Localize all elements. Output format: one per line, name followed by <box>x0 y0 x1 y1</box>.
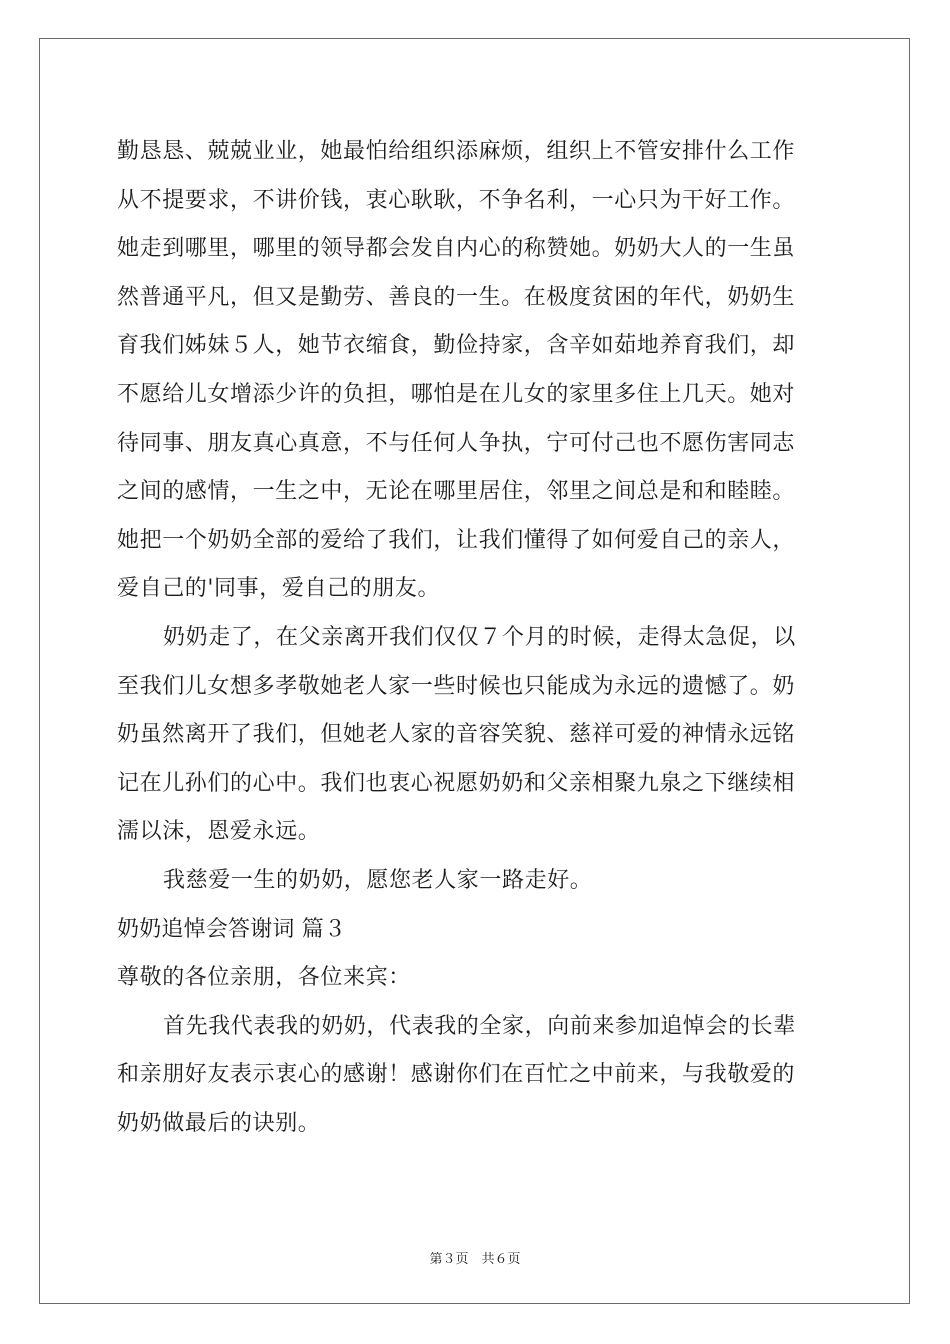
text-line: 首先我代表我的奶奶，代表我的全家，向前来参加追悼会的长辈 <box>163 1013 796 1039</box>
text-line: 奶奶走了，在父亲离开我们仅仅７个月的时候，走得太急促，以 <box>163 624 796 650</box>
text-line: 勤恳恳、兢兢业业，她最怕给组织添麻烦，组织上不管安排什么工作 <box>117 139 796 164</box>
text-line: 不愿给儿女增添少许的负担，哪怕是在儿女的家里多住上几天。她对 <box>117 381 796 407</box>
text-line: 记在儿孙们的心中。我们也衷心祝愿奶奶和父亲相聚九泉之下继续相 <box>117 770 796 796</box>
text-line: 濡以沫，恩爱永远。 <box>117 819 321 845</box>
text-line: 奶奶做最后的诀别。 <box>117 1110 321 1136</box>
text-line: 之间的感情，一生之中，无论在哪里居住，邻里之间总是和和睦睦。 <box>117 479 796 505</box>
text-line: 和亲朋好友表示衷心的感谢！感谢你们在百忙之中前来，与我敬爱的 <box>117 1062 796 1088</box>
text-line: 尊敬的各位亲朋，各位来宾： <box>117 965 411 991</box>
text-line: 奶虽然离开了我们，但她老人家的音容笑貌、慈祥可爱的神情永远铭 <box>117 722 796 748</box>
text-line: 待同事、朋友真心真意，不与任何人争执，宁可付己也不愿伤害同志 <box>117 430 796 456</box>
text-line: 从不提要求，不讲价钱，衷心耿耿，不争名利，一心只为干好工作。 <box>117 187 796 213</box>
text-line: 育我们姊妹５人，她节衣缩食，勤俭持家，含辛如茹地养育我们，却 <box>117 333 796 359</box>
page-number-footer: 第３页 共６页 <box>429 1252 521 1267</box>
document-body <box>117 128 835 1148</box>
text-line: 至我们儿女想多孝敬她老人家一些时候也只能成为永远的遗憾了。奶 <box>117 673 796 699</box>
text-line: 爱自己的'同事，爱自己的朋友。 <box>117 576 441 602</box>
text-line: 然普通平凡，但又是勤劳、善良的一生。在极度贫困的年代，奶奶生 <box>117 284 796 310</box>
text-line: 她走到哪里，哪里的领导都会发自内心的称赞她。奶奶大人的一生虽 <box>117 236 796 262</box>
text-line: 我慈爱一生的奶奶，愿您老人家一路走好。 <box>163 867 593 893</box>
section-heading: 奶奶追悼会答谢词 篇３ <box>117 916 347 942</box>
text-line: 她把一个奶奶全部的爱给了我们，让我们懂得了如何爱自己的亲人， <box>117 527 796 553</box>
